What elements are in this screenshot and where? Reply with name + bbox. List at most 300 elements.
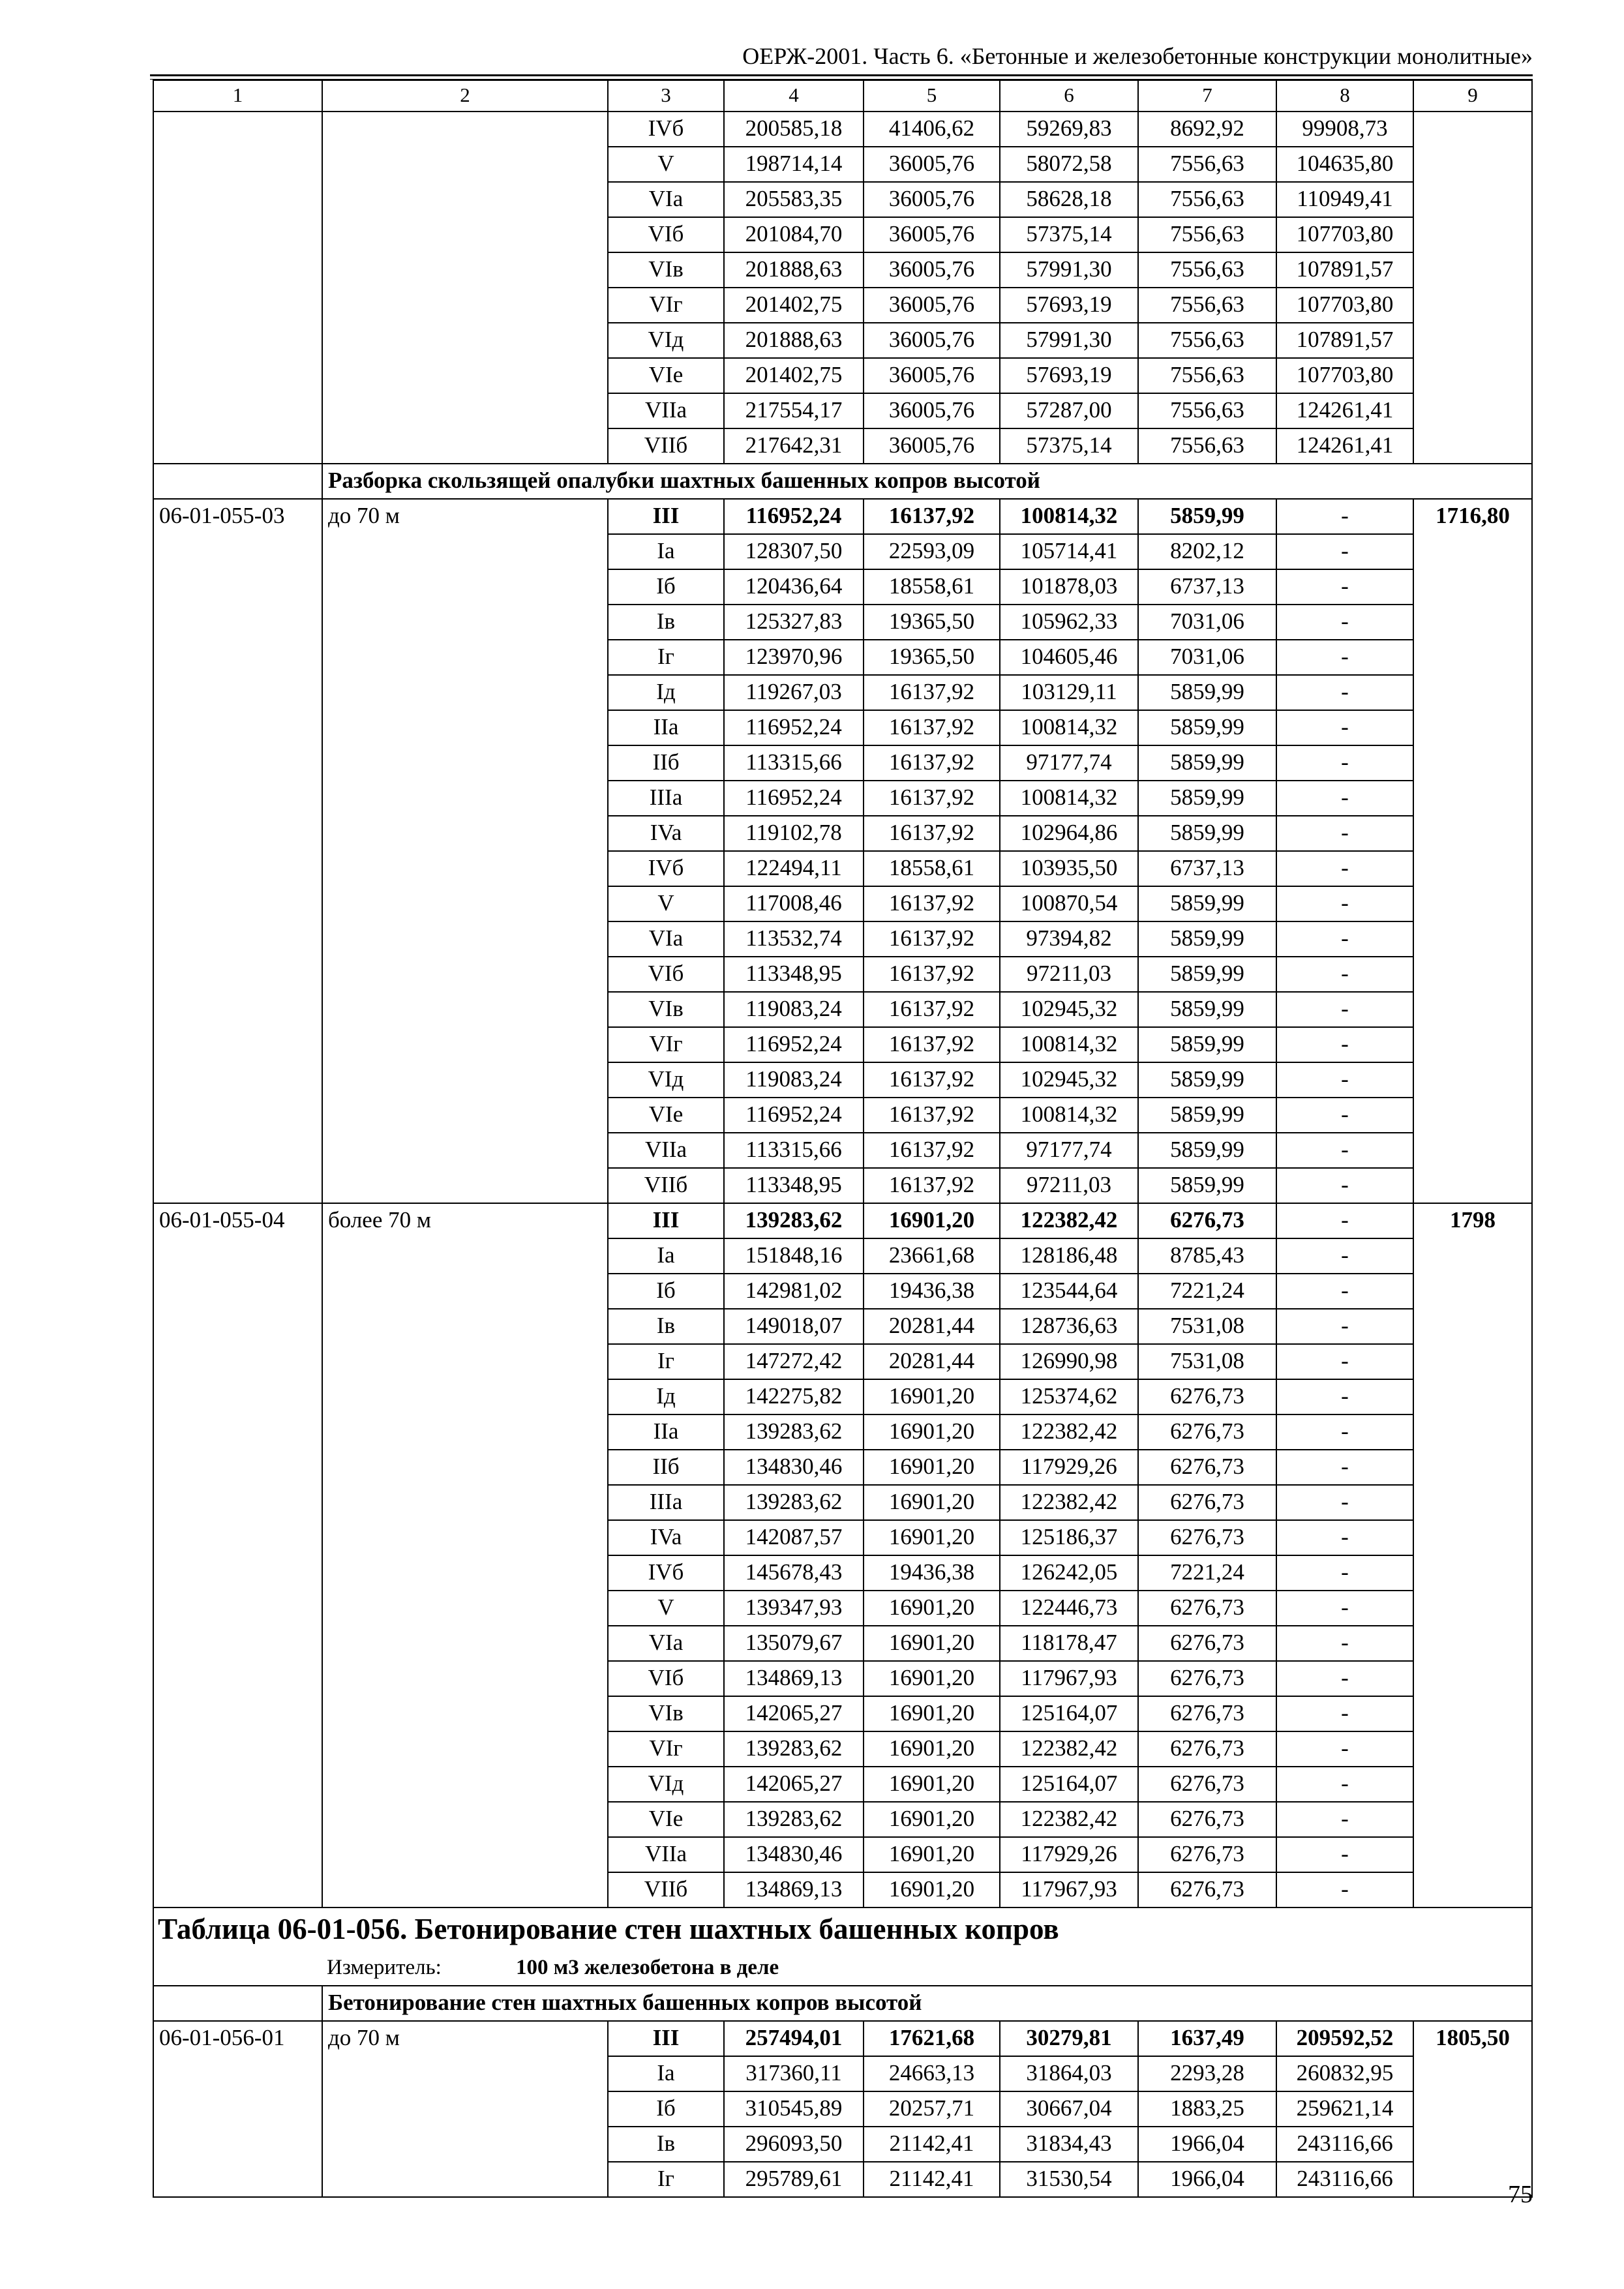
- column-number-cell: 4: [724, 80, 864, 112]
- machines-cell: 31530,54: [1000, 2162, 1138, 2197]
- machinist-wages-cell: 6276,73: [1138, 1767, 1276, 1802]
- total-cost-cell: 134869,13: [724, 1661, 864, 1696]
- wages-cell: 24663,13: [864, 2056, 1000, 2091]
- total-cost-cell: 147272,42: [724, 1344, 864, 1379]
- class-cell: VIa: [608, 921, 724, 957]
- class-cell: VIб: [608, 957, 724, 992]
- column-number-row: [153, 80, 1532, 112]
- materials-cell: 104635,80: [1276, 147, 1413, 182]
- machines-cell: 125186,37: [1000, 1520, 1138, 1555]
- machines-cell: 103935,50: [1000, 851, 1138, 886]
- machines-cell: 30279,81: [1000, 2021, 1138, 2056]
- machinist-wages-cell: 6276,73: [1138, 1379, 1276, 1414]
- wages-cell: 36005,76: [864, 288, 1000, 323]
- class-cell: IVб: [608, 851, 724, 886]
- machinist-wages-cell: 6276,73: [1138, 1520, 1276, 1555]
- class-cell: VIв: [608, 992, 724, 1027]
- materials-cell: -: [1276, 745, 1413, 781]
- header-rule: [150, 74, 1533, 76]
- total-cost-cell: 295789,61: [724, 2162, 864, 2197]
- materials-cell: -: [1276, 569, 1413, 605]
- machines-cell: 100814,32: [1000, 499, 1138, 534]
- machines-cell: 100814,32: [1000, 1027, 1138, 1062]
- class-cell: VIIб: [608, 1168, 724, 1203]
- total-cost-cell: 113348,95: [724, 957, 864, 992]
- machinist-wages-cell: 7556,63: [1138, 288, 1276, 323]
- machines-cell: 118178,47: [1000, 1626, 1138, 1661]
- machines-cell: 105962,33: [1000, 605, 1138, 640]
- materials-cell: -: [1276, 921, 1413, 957]
- wages-cell: 16901,20: [864, 1520, 1000, 1555]
- materials-cell: 107703,80: [1276, 288, 1413, 323]
- wages-cell: 16137,92: [864, 957, 1000, 992]
- materials-cell: -: [1276, 1027, 1413, 1062]
- machinist-wages-cell: 6276,73: [1138, 1203, 1276, 1238]
- machines-cell: 122382,42: [1000, 1802, 1138, 1837]
- machinist-wages-cell: 5859,99: [1138, 1133, 1276, 1168]
- class-cell: Iв: [608, 605, 724, 640]
- section-title: Разборка скользящей опалубки шахтных башенных копров высотой: [322, 464, 1532, 499]
- machinist-wages-cell: 6276,73: [1138, 1485, 1276, 1520]
- class-cell: Ia: [608, 534, 724, 569]
- machines-cell: 122382,42: [1000, 1731, 1138, 1767]
- wages-cell: 16901,20: [864, 1872, 1000, 1908]
- wages-cell: 16901,20: [864, 1379, 1000, 1414]
- machinist-wages-cell: 7031,06: [1138, 605, 1276, 640]
- total-cost-cell: 149018,07: [724, 1309, 864, 1344]
- class-cell: IVa: [608, 816, 724, 851]
- machines-cell: 117967,93: [1000, 1872, 1138, 1908]
- materials-cell: 110949,41: [1276, 182, 1413, 217]
- wages-cell: 36005,76: [864, 323, 1000, 358]
- wages-cell: 16137,92: [864, 992, 1000, 1027]
- total-cost-cell: 119102,78: [724, 816, 864, 851]
- total-cost-cell: 151848,16: [724, 1238, 864, 1274]
- materials-cell: -: [1276, 534, 1413, 569]
- machinist-wages-cell: 6276,73: [1138, 1450, 1276, 1485]
- machinist-wages-cell: 6276,73: [1138, 1731, 1276, 1767]
- total-cost-cell: 257494,01: [724, 2021, 864, 2056]
- class-cell: IIIa: [608, 1485, 724, 1520]
- section-spacer-cell: [153, 1986, 322, 2021]
- total-cost-cell: 116952,24: [724, 710, 864, 745]
- col9-cell: [1413, 112, 1532, 464]
- wages-cell: 16901,20: [864, 1203, 1000, 1238]
- materials-cell: -: [1276, 1344, 1413, 1379]
- measure-cell: [153, 1952, 1532, 1986]
- machinist-wages-cell: 6276,73: [1138, 1872, 1276, 1908]
- machines-cell: 122382,42: [1000, 1414, 1138, 1450]
- total-cost-cell: 296093,50: [724, 2127, 864, 2162]
- total-cost-cell: 125327,83: [724, 605, 864, 640]
- wages-cell: 20281,44: [864, 1344, 1000, 1379]
- class-cell: IIб: [608, 1450, 724, 1485]
- machinist-wages-cell: 5859,99: [1138, 957, 1276, 992]
- total-cost-cell: 116952,24: [724, 781, 864, 816]
- materials-cell: -: [1276, 1837, 1413, 1872]
- materials-cell: 107891,57: [1276, 323, 1413, 358]
- total-cost-cell: 120436,64: [724, 569, 864, 605]
- machines-cell: 126242,05: [1000, 1555, 1138, 1591]
- class-cell: IIIa: [608, 781, 724, 816]
- materials-cell: -: [1276, 1485, 1413, 1520]
- class-cell: IVб: [608, 1555, 724, 1591]
- materials-cell: 99908,73: [1276, 112, 1413, 147]
- column-number-cell: 3: [608, 80, 724, 112]
- wages-cell: 16901,20: [864, 1802, 1000, 1837]
- machines-cell: 58072,58: [1000, 147, 1138, 182]
- total-cost-cell: 122494,11: [724, 851, 864, 886]
- wages-cell: 16137,92: [864, 886, 1000, 921]
- machinist-wages-cell: 1637,49: [1138, 2021, 1276, 2056]
- wages-cell: 19436,38: [864, 1555, 1000, 1591]
- machines-cell: 122446,73: [1000, 1591, 1138, 1626]
- machinist-wages-cell: 6276,73: [1138, 1591, 1276, 1626]
- total-cost-cell: 142065,27: [724, 1767, 864, 1802]
- class-cell: V: [608, 1591, 724, 1626]
- wages-cell: 16137,92: [864, 816, 1000, 851]
- machinist-wages-cell: 6737,13: [1138, 569, 1276, 605]
- total-cost-cell: 200585,18: [724, 112, 864, 147]
- wages-cell: 16901,20: [864, 1837, 1000, 1872]
- col9-cell: 1798: [1413, 1203, 1532, 1908]
- class-cell: V: [608, 147, 724, 182]
- rates-table: [153, 80, 1533, 2198]
- column-number-cell: 8: [1276, 80, 1413, 112]
- total-cost-cell: 139283,62: [724, 1203, 864, 1238]
- machinist-wages-cell: 6276,73: [1138, 1626, 1276, 1661]
- wages-cell: 16137,92: [864, 1027, 1000, 1062]
- wages-cell: 36005,76: [864, 358, 1000, 393]
- machines-cell: 128736,63: [1000, 1309, 1138, 1344]
- section-spacer-cell: [153, 464, 322, 499]
- machinist-wages-cell: 6276,73: [1138, 1837, 1276, 1872]
- total-cost-cell: 117008,46: [724, 886, 864, 921]
- wages-cell: 20281,44: [864, 1309, 1000, 1344]
- machines-cell: 103129,11: [1000, 675, 1138, 710]
- column-number-cell: 5: [864, 80, 1000, 112]
- machines-cell: 117967,93: [1000, 1661, 1138, 1696]
- wages-cell: 16901,20: [864, 1591, 1000, 1626]
- machinist-wages-cell: 5859,99: [1138, 1168, 1276, 1203]
- class-cell: Iб: [608, 1274, 724, 1309]
- materials-cell: -: [1276, 605, 1413, 640]
- class-cell: Iб: [608, 2091, 724, 2127]
- total-cost-cell: 205583,35: [724, 182, 864, 217]
- class-cell: VIг: [608, 1731, 724, 1767]
- wages-cell: 16901,20: [864, 1696, 1000, 1731]
- class-cell: VIe: [608, 1802, 724, 1837]
- machinist-wages-cell: 5859,99: [1138, 1098, 1276, 1133]
- total-cost-cell: 116952,24: [724, 499, 864, 534]
- machinist-wages-cell: 7556,63: [1138, 428, 1276, 464]
- machinist-wages-cell: 7556,63: [1138, 182, 1276, 217]
- total-cost-cell: 142065,27: [724, 1696, 864, 1731]
- machinist-wages-cell: 6276,73: [1138, 1696, 1276, 1731]
- class-cell: Iв: [608, 2127, 724, 2162]
- machines-cell: 102945,32: [1000, 992, 1138, 1027]
- machines-cell: 122382,42: [1000, 1203, 1138, 1238]
- class-cell: VIд: [608, 323, 724, 358]
- total-cost-cell: 201402,75: [724, 358, 864, 393]
- wages-cell: 16137,92: [864, 921, 1000, 957]
- machines-cell: 122382,42: [1000, 1485, 1138, 1520]
- total-cost-cell: 145678,43: [724, 1555, 864, 1591]
- section-title: Бетонирование стен шахтных башенных копров высотой: [322, 1986, 1532, 2021]
- machinist-wages-cell: 7556,63: [1138, 147, 1276, 182]
- materials-cell: -: [1276, 816, 1413, 851]
- measure-row: [153, 1952, 1532, 1986]
- machines-cell: 57375,14: [1000, 428, 1138, 464]
- class-cell: III: [608, 1203, 724, 1238]
- class-cell: III: [608, 2021, 724, 2056]
- machines-cell: 125374,62: [1000, 1379, 1138, 1414]
- materials-cell: -: [1276, 1274, 1413, 1309]
- wages-cell: 19436,38: [864, 1274, 1000, 1309]
- machines-cell: 57375,14: [1000, 217, 1138, 252]
- wages-cell: 36005,76: [864, 393, 1000, 428]
- total-cost-cell: 217642,31: [724, 428, 864, 464]
- materials-cell: 243116,66: [1276, 2127, 1413, 2162]
- materials-cell: -: [1276, 1661, 1413, 1696]
- materials-cell: -: [1276, 1555, 1413, 1591]
- total-cost-cell: 113532,74: [724, 921, 864, 957]
- wages-cell: 16137,92: [864, 710, 1000, 745]
- wages-cell: 16137,92: [864, 1098, 1000, 1133]
- class-cell: VIд: [608, 1062, 724, 1098]
- machinist-wages-cell: 5859,99: [1138, 781, 1276, 816]
- total-cost-cell: 310545,89: [724, 2091, 864, 2127]
- description-cell: более 70 м: [322, 1203, 608, 1908]
- wages-cell: 16137,92: [864, 745, 1000, 781]
- class-cell: Ia: [608, 2056, 724, 2091]
- total-cost-cell: 201888,63: [724, 252, 864, 288]
- class-cell: VIг: [608, 1027, 724, 1062]
- machinist-wages-cell: 7221,24: [1138, 1274, 1276, 1309]
- machines-cell: 57287,00: [1000, 393, 1138, 428]
- wages-cell: 16901,20: [864, 1767, 1000, 1802]
- materials-cell: -: [1276, 992, 1413, 1027]
- machines-cell: 31864,03: [1000, 2056, 1138, 2091]
- wages-cell: 16137,92: [864, 1133, 1000, 1168]
- machinist-wages-cell: 1966,04: [1138, 2127, 1276, 2162]
- materials-cell: -: [1276, 1379, 1413, 1414]
- machines-cell: 57991,30: [1000, 252, 1138, 288]
- machines-cell: 100814,32: [1000, 1098, 1138, 1133]
- column-number-cell: 6: [1000, 80, 1138, 112]
- wages-cell: 16901,20: [864, 1485, 1000, 1520]
- machinist-wages-cell: 7556,63: [1138, 358, 1276, 393]
- class-cell: IVa: [608, 1520, 724, 1555]
- total-cost-cell: 119083,24: [724, 992, 864, 1027]
- measure-value: 100 м3 железобетона в деле: [516, 1956, 779, 1979]
- machinist-wages-cell: 6276,73: [1138, 1414, 1276, 1450]
- machinist-wages-cell: 5859,99: [1138, 921, 1276, 957]
- total-cost-cell: 134830,46: [724, 1837, 864, 1872]
- wages-cell: 36005,76: [864, 252, 1000, 288]
- materials-cell: -: [1276, 1450, 1413, 1485]
- materials-cell: -: [1276, 1591, 1413, 1626]
- total-cost-cell: 116952,24: [724, 1098, 864, 1133]
- wages-cell: 22593,09: [864, 534, 1000, 569]
- machinist-wages-cell: 7556,63: [1138, 217, 1276, 252]
- wages-cell: 16901,20: [864, 1414, 1000, 1450]
- machines-cell: 117929,26: [1000, 1450, 1138, 1485]
- machinist-wages-cell: 6276,73: [1138, 1802, 1276, 1837]
- class-cell: III: [608, 499, 724, 534]
- column-number-cell: 1: [153, 80, 322, 112]
- wages-cell: 41406,62: [864, 112, 1000, 147]
- machines-cell: 102964,86: [1000, 816, 1138, 851]
- machines-cell: 31834,43: [1000, 2127, 1138, 2162]
- materials-cell: 107891,57: [1276, 252, 1413, 288]
- materials-cell: 260832,95: [1276, 2056, 1413, 2091]
- code-cell: 06-01-055-03: [153, 499, 322, 1203]
- total-cost-cell: 119267,03: [724, 675, 864, 710]
- materials-cell: -: [1276, 781, 1413, 816]
- wages-cell: 23661,68: [864, 1238, 1000, 1274]
- class-cell: VIIa: [608, 1133, 724, 1168]
- class-cell: VIa: [608, 1626, 724, 1661]
- class-cell: IVб: [608, 112, 724, 147]
- wages-cell: 16137,92: [864, 781, 1000, 816]
- machinist-wages-cell: 8692,92: [1138, 112, 1276, 147]
- class-cell: Iд: [608, 1379, 724, 1414]
- class-cell: VIa: [608, 182, 724, 217]
- machinist-wages-cell: 6276,73: [1138, 1661, 1276, 1696]
- machines-cell: 57991,30: [1000, 323, 1138, 358]
- total-cost-cell: 139283,62: [724, 1802, 864, 1837]
- materials-cell: -: [1276, 851, 1413, 886]
- wages-cell: 16901,20: [864, 1731, 1000, 1767]
- materials-cell: -: [1276, 1872, 1413, 1908]
- machinist-wages-cell: 5859,99: [1138, 499, 1276, 534]
- total-cost-cell: 139347,93: [724, 1591, 864, 1626]
- class-cell: VIг: [608, 288, 724, 323]
- materials-cell: -: [1276, 957, 1413, 992]
- total-cost-cell: 134869,13: [724, 1872, 864, 1908]
- measure-label: Измеритель:: [327, 1956, 442, 1979]
- class-cell: VIд: [608, 1767, 724, 1802]
- table-row: [153, 499, 1532, 534]
- class-cell: VIв: [608, 252, 724, 288]
- materials-cell: 243116,66: [1276, 2162, 1413, 2197]
- materials-cell: 124261,41: [1276, 428, 1413, 464]
- total-cost-cell: 116952,24: [724, 1027, 864, 1062]
- machinist-wages-cell: 5859,99: [1138, 1062, 1276, 1098]
- total-cost-cell: 113315,66: [724, 1133, 864, 1168]
- wages-cell: 19365,50: [864, 605, 1000, 640]
- machinist-wages-cell: 5859,99: [1138, 1027, 1276, 1062]
- class-cell: Ia: [608, 1238, 724, 1274]
- class-cell: VIIб: [608, 428, 724, 464]
- wages-cell: 18558,61: [864, 569, 1000, 605]
- total-cost-cell: 135079,67: [724, 1626, 864, 1661]
- total-cost-cell: 201402,75: [724, 288, 864, 323]
- description-cell: до 70 м: [322, 499, 608, 1203]
- class-cell: VIe: [608, 358, 724, 393]
- machines-cell: 100814,32: [1000, 710, 1138, 745]
- page-number: 75: [1508, 2181, 1533, 2208]
- materials-cell: -: [1276, 710, 1413, 745]
- total-cost-cell: 123970,96: [724, 640, 864, 675]
- machinist-wages-cell: 7556,63: [1138, 252, 1276, 288]
- machinist-wages-cell: 1883,25: [1138, 2091, 1276, 2127]
- machines-cell: 57693,19: [1000, 358, 1138, 393]
- machines-cell: 126990,98: [1000, 1344, 1138, 1379]
- class-cell: VIб: [608, 1661, 724, 1696]
- col9-cell: 1805,50: [1413, 2021, 1532, 2197]
- wages-cell: 18558,61: [864, 851, 1000, 886]
- machines-cell: 30667,04: [1000, 2091, 1138, 2127]
- class-cell: Iг: [608, 640, 724, 675]
- table-row: [153, 1203, 1532, 1238]
- machines-cell: 101878,03: [1000, 569, 1138, 605]
- table-row: [153, 112, 1532, 147]
- machines-cell: 57693,19: [1000, 288, 1138, 323]
- materials-cell: -: [1276, 1203, 1413, 1238]
- class-cell: VIIa: [608, 393, 724, 428]
- wages-cell: 19365,50: [864, 640, 1000, 675]
- total-cost-cell: 142981,02: [724, 1274, 864, 1309]
- materials-cell: -: [1276, 1414, 1413, 1450]
- wages-cell: 17621,68: [864, 2021, 1000, 2056]
- total-cost-cell: 317360,11: [724, 2056, 864, 2091]
- total-cost-cell: 128307,50: [724, 534, 864, 569]
- class-cell: IIa: [608, 1414, 724, 1450]
- total-cost-cell: 217554,17: [724, 393, 864, 428]
- total-cost-cell: 119083,24: [724, 1062, 864, 1098]
- machines-cell: 100814,32: [1000, 781, 1138, 816]
- machinist-wages-cell: 7031,06: [1138, 640, 1276, 675]
- total-cost-cell: 139283,62: [724, 1414, 864, 1450]
- machinist-wages-cell: 7221,24: [1138, 1555, 1276, 1591]
- machines-cell: 97211,03: [1000, 957, 1138, 992]
- materials-cell: -: [1276, 640, 1413, 675]
- code-cell: [153, 112, 322, 464]
- materials-cell: -: [1276, 1309, 1413, 1344]
- materials-cell: -: [1276, 1168, 1413, 1203]
- col9-cell: 1716,80: [1413, 499, 1532, 1203]
- materials-cell: 209592,52: [1276, 2021, 1413, 2056]
- column-number-cell: 7: [1138, 80, 1276, 112]
- machinist-wages-cell: 7556,63: [1138, 393, 1276, 428]
- machines-cell: 125164,07: [1000, 1696, 1138, 1731]
- materials-cell: 107703,80: [1276, 217, 1413, 252]
- machines-cell: 117929,26: [1000, 1837, 1138, 1872]
- materials-cell: -: [1276, 1696, 1413, 1731]
- wages-cell: 16901,20: [864, 1626, 1000, 1661]
- machines-cell: 97177,74: [1000, 745, 1138, 781]
- materials-cell: -: [1276, 675, 1413, 710]
- wages-cell: 16137,92: [864, 499, 1000, 534]
- wages-cell: 16137,92: [864, 1168, 1000, 1203]
- materials-cell: -: [1276, 1133, 1413, 1168]
- column-number-cell: 9: [1413, 80, 1532, 112]
- total-cost-cell: 113315,66: [724, 745, 864, 781]
- machinist-wages-cell: 5859,99: [1138, 710, 1276, 745]
- column-number-cell: 2: [322, 80, 608, 112]
- class-cell: IIa: [608, 710, 724, 745]
- class-cell: VIв: [608, 1696, 724, 1731]
- code-cell: 06-01-055-04: [153, 1203, 322, 1908]
- wages-cell: 36005,76: [864, 217, 1000, 252]
- wages-cell: 16901,20: [864, 1450, 1000, 1485]
- materials-cell: -: [1276, 1520, 1413, 1555]
- machines-cell: 100870,54: [1000, 886, 1138, 921]
- class-cell: VIб: [608, 217, 724, 252]
- machinist-wages-cell: 5859,99: [1138, 745, 1276, 781]
